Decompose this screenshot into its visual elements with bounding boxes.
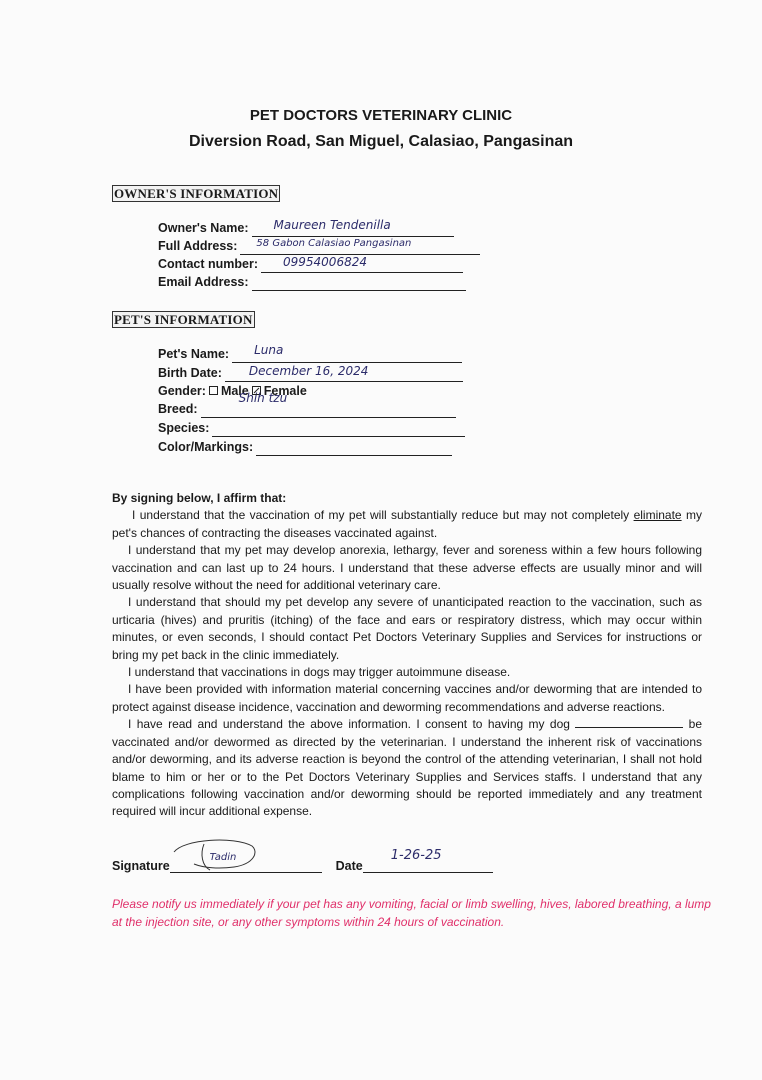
pet-species-input[interactable]	[212, 422, 465, 437]
post-vaccination-notice: Please notify us immediately if your pet has any vomiting, facial or limb swelling, hives, labored breathing, a lump at the injection site, or any other symptoms within 24 hours of vaccination.	[112, 897, 711, 929]
signature-value: Tadin	[209, 852, 237, 863]
clinic-address: Diversion Road, San Miguel, Calasiao, Pangasinan	[188, 133, 574, 150]
consent-paragraph-1	[112, 507, 702, 542]
owner-email-input[interactable]	[252, 276, 466, 291]
consent-paragraph-6	[112, 716, 702, 820]
dog-name-blank[interactable]	[575, 717, 683, 728]
pet-color-input[interactable]	[256, 441, 452, 456]
consent-paragraph-4: I understand that vaccinations in dogs may trigger autoimmune disease.	[128, 665, 511, 680]
pet-section-heading: PET'S INFORMATION	[114, 312, 253, 327]
pet-gender-label: Gender:	[158, 384, 206, 398]
consent-p6-text: I have read and understand the above information. I consent to having my dog	[128, 717, 576, 732]
pet-birthdate-field	[158, 364, 463, 382]
consent-p1-text: I understand that the vaccination of my pet will substantially reduce but may not completely	[132, 508, 634, 523]
pet-name-label: Pet's Name:	[158, 347, 230, 361]
pet-birthdate-input[interactable]	[225, 364, 463, 382]
gender-male-checkbox[interactable]	[209, 386, 218, 395]
owner-contact-value: 09954006824	[283, 255, 367, 269]
date-input[interactable]	[363, 848, 493, 873]
gender-male-label: Male	[220, 384, 249, 398]
signature-input[interactable]	[170, 852, 322, 873]
owner-email-label: Email Address:	[158, 275, 249, 289]
pet-name-field	[158, 345, 462, 363]
owner-contact-field	[158, 255, 463, 273]
owner-address-label: Full Address:	[158, 239, 238, 253]
pet-color-label: Color/Markings:	[158, 440, 254, 454]
owner-email-field	[158, 273, 466, 291]
owner-contact-input[interactable]	[261, 255, 463, 273]
owner-contact-label: Contact number:	[158, 257, 258, 271]
consent-text	[112, 490, 702, 821]
date-label: Date	[335, 859, 363, 873]
pet-name-input[interactable]	[232, 343, 462, 363]
pet-color-field	[158, 438, 452, 456]
pet-name-value: Luna	[254, 343, 284, 357]
consent-paragraph-5: I have been provided with information material concerning vaccines and/or deworming that are intended to protect against disease incidence, vaccination and deworming recommendations and adverse reactions.	[112, 682, 702, 714]
consent-paragraph-2: I understand that my pet may develop anorexia, lethargy, fever and soreness within a few hours following vaccination and can last up to 24 hours. I understand that these adverse effects are usually minor and will usually resolve without the need for additional veterinary care.	[112, 543, 702, 593]
consent-p1-text-end: my pet's chances of contracting the diseases vaccinated against.	[112, 508, 702, 540]
clinic-name: PET DOCTORS VETERINARY CLINIC	[249, 107, 513, 124]
pet-birthdate-value: December 16, 2024	[248, 364, 369, 378]
consent-lead: By signing below, I affirm that:	[112, 491, 287, 505]
consent-p6-text-end: be vaccinated and/or dewormed as directed by the veterinarian. I understand the inherent risk of vaccinations and/or deworming, and its adverse reaction is beyond the control of the attending veterinarian, I shall not hold blame to him or her or to the Pet Doctors Veterinary Supplies and Services staffs. I understand that any complications following vaccination and/or deworming should be reported immediately and any treatment required will incur additional expense.	[112, 717, 702, 819]
gender-female-label: Female	[263, 384, 307, 398]
pet-breed-value: Shih tzu	[238, 391, 288, 405]
pet-breed-label: Breed:	[158, 402, 198, 416]
signature-label: Signature	[112, 859, 170, 873]
pet-species-label: Species:	[158, 421, 210, 435]
owner-name-label: Owner's Name:	[158, 221, 249, 235]
owner-name-value: Maureen Tendenilla	[273, 218, 391, 232]
pet-species-field	[158, 419, 465, 437]
consent-paragraph-3: I understand that should my pet develop any severe of unanticipated reaction to the vaccination, such as urticaria (hives) and pruritis (itching) of the face and ears or respiratory distress, which may occur within minutes, or even seconds, I should contact Pet Doctors Veterinary Supplies and Services for instructions or bring my pet back in the clinic immediately.	[112, 595, 702, 662]
date-value: 1-26-25	[390, 848, 442, 863]
pet-birthdate-label: Birth Date:	[158, 366, 222, 380]
owner-address-value: 58 Gabon Calasiao Pangasinan	[256, 238, 412, 249]
owner-section-heading: OWNER'S INFORMATION	[114, 186, 279, 201]
consent-p1-underlined: eliminate	[633, 508, 682, 523]
signature-row	[112, 848, 493, 873]
